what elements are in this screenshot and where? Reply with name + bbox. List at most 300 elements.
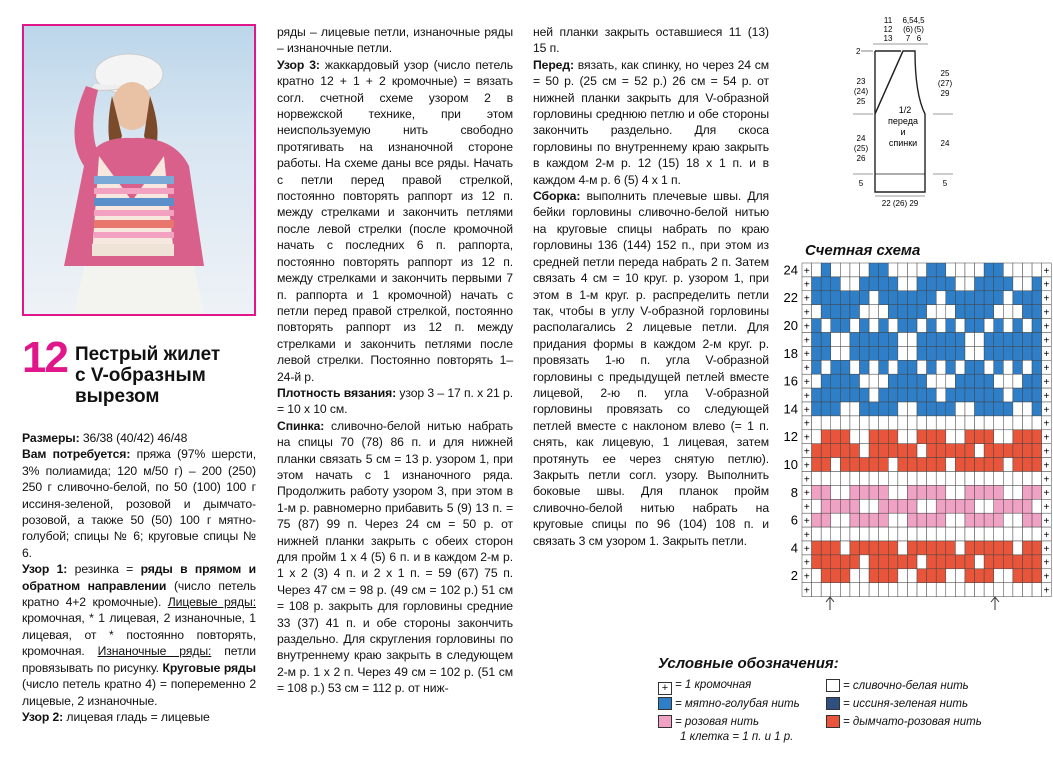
chart-cell bbox=[1013, 430, 1023, 444]
chart-cell bbox=[965, 374, 975, 388]
chart-cell bbox=[840, 499, 850, 513]
chart-cell bbox=[946, 360, 956, 374]
chart-cell bbox=[955, 277, 965, 291]
chart-cell bbox=[907, 374, 917, 388]
chart-cell bbox=[879, 402, 889, 416]
chart-cell bbox=[850, 444, 860, 458]
chart-cell bbox=[850, 263, 860, 277]
chart-cell bbox=[975, 527, 985, 541]
chart-cell bbox=[840, 527, 850, 541]
chart-cell bbox=[840, 263, 850, 277]
chart-cell bbox=[975, 416, 985, 430]
chart-cell bbox=[879, 263, 889, 277]
chart-cell bbox=[840, 360, 850, 374]
chart-cell bbox=[869, 346, 879, 360]
chart-cell bbox=[1013, 291, 1023, 305]
chart-cell bbox=[1013, 277, 1023, 291]
chart-cell bbox=[927, 499, 937, 513]
selvage-mark: + bbox=[803, 474, 810, 486]
chart-cell bbox=[1003, 458, 1013, 472]
chart-cell bbox=[850, 569, 860, 583]
chart-cell bbox=[812, 472, 822, 486]
chart-cell bbox=[965, 555, 975, 569]
chart-cell bbox=[955, 499, 965, 513]
chart-cell bbox=[927, 291, 937, 305]
chart-cell bbox=[831, 458, 841, 472]
assembly-label: Сборка: bbox=[533, 189, 581, 204]
chart-cell bbox=[860, 569, 870, 583]
chart-cell bbox=[840, 305, 850, 319]
chart-cell bbox=[1003, 291, 1013, 305]
chart-cell bbox=[860, 416, 870, 430]
chart-cell bbox=[1013, 402, 1023, 416]
chart-cell bbox=[975, 374, 985, 388]
legend-item-pink bbox=[658, 715, 759, 728]
selvage-mark: + bbox=[1043, 377, 1050, 389]
chart-cell bbox=[1032, 444, 1042, 458]
chart-cell bbox=[1022, 305, 1032, 319]
chart-cell bbox=[1032, 569, 1042, 583]
row-label-left: 2 bbox=[790, 568, 798, 584]
chart-cell bbox=[831, 319, 841, 333]
chart-cell bbox=[965, 333, 975, 347]
chart-cell bbox=[1013, 388, 1023, 402]
chart-cell bbox=[1022, 485, 1032, 499]
chart-cell bbox=[936, 430, 946, 444]
chart-cell bbox=[840, 472, 850, 486]
chart-cell bbox=[1003, 527, 1013, 541]
chart-cell bbox=[1022, 541, 1032, 555]
chart-cell bbox=[907, 416, 917, 430]
selvage-mark: + bbox=[1043, 460, 1050, 472]
chart-cell bbox=[860, 458, 870, 472]
chart-cell bbox=[879, 360, 889, 374]
repeat-arrows bbox=[826, 597, 999, 610]
chart-cell bbox=[946, 499, 956, 513]
chart-cell bbox=[955, 569, 965, 583]
chart-cell bbox=[850, 499, 860, 513]
chart-cell bbox=[994, 305, 1004, 319]
chart-cell bbox=[850, 291, 860, 305]
chart-cell bbox=[898, 485, 908, 499]
chart-cell bbox=[879, 527, 889, 541]
chart-cell bbox=[850, 277, 860, 291]
chart-cell bbox=[946, 430, 956, 444]
chart-cell bbox=[869, 416, 879, 430]
chart-cell bbox=[1032, 472, 1042, 486]
chart-cell bbox=[840, 319, 850, 333]
chart-cell bbox=[1032, 305, 1042, 319]
chart-cell bbox=[821, 402, 831, 416]
chart-cell bbox=[888, 333, 898, 347]
chart-cell bbox=[850, 416, 860, 430]
chart-cell bbox=[840, 374, 850, 388]
chart-cell bbox=[821, 583, 831, 597]
chart-cell bbox=[1022, 277, 1032, 291]
chart-cell bbox=[975, 319, 985, 333]
chart-cell bbox=[917, 346, 927, 360]
legend-item-selvage bbox=[658, 679, 751, 695]
chart-cell bbox=[975, 430, 985, 444]
chart-cell bbox=[936, 485, 946, 499]
chart-cell bbox=[984, 374, 994, 388]
chart-cell bbox=[994, 485, 1004, 499]
garment-schematic bbox=[853, 14, 1033, 209]
chart-cell bbox=[1013, 485, 1023, 499]
chart-cell bbox=[927, 444, 937, 458]
chart-cell bbox=[907, 444, 917, 458]
chart-cell bbox=[1013, 374, 1023, 388]
chart-cell bbox=[1013, 346, 1023, 360]
selvage-mark: + bbox=[1043, 488, 1050, 500]
knitting-chart bbox=[780, 258, 1050, 613]
chart-cell bbox=[1003, 430, 1013, 444]
chart-cell bbox=[888, 444, 898, 458]
chart-cell bbox=[1003, 569, 1013, 583]
chart-cell bbox=[812, 402, 822, 416]
piece-label-line: 1/2 bbox=[898, 105, 912, 115]
chart-cell bbox=[821, 277, 831, 291]
text-run: Изнаночные ряды: bbox=[97, 644, 212, 659]
chart-cell bbox=[888, 402, 898, 416]
chart-cell bbox=[1022, 346, 1032, 360]
chart-cell bbox=[1003, 319, 1013, 333]
chart-cell bbox=[1003, 333, 1013, 347]
chart-cell bbox=[821, 360, 831, 374]
text-run: (число петель кратно 4) = попеременно 2 лицевые, 2 изнаночные. bbox=[22, 677, 256, 708]
pattern2-paragraph bbox=[22, 709, 256, 725]
chart-cell bbox=[994, 374, 1004, 388]
chart-cell bbox=[1032, 541, 1042, 555]
chart-cell bbox=[1003, 583, 1013, 597]
chart-cell bbox=[1032, 499, 1042, 513]
chart-cell bbox=[1003, 277, 1013, 291]
chart-cell bbox=[1013, 527, 1023, 541]
chart-cell bbox=[1013, 360, 1023, 374]
chart-cell bbox=[994, 416, 1004, 430]
chart-cell bbox=[917, 291, 927, 305]
chart-cell bbox=[965, 458, 975, 472]
chart-cell bbox=[936, 319, 946, 333]
white-swatch bbox=[826, 679, 840, 692]
chart-cell bbox=[917, 402, 927, 416]
chart-cell bbox=[936, 513, 946, 527]
mint-swatch bbox=[658, 697, 672, 710]
chart-cell bbox=[850, 485, 860, 499]
chart-cell bbox=[946, 444, 956, 458]
chart-cell bbox=[907, 513, 917, 527]
chart-cell bbox=[946, 541, 956, 555]
selvage-mark: + bbox=[803, 293, 810, 305]
chart-cell bbox=[869, 444, 879, 458]
chart-cell bbox=[898, 374, 908, 388]
chart-cell bbox=[984, 527, 994, 541]
chart-cell bbox=[927, 305, 937, 319]
chart-cell bbox=[1003, 555, 1013, 569]
chart-cell bbox=[831, 333, 841, 347]
piece-label-line: и bbox=[900, 127, 906, 137]
chart-cell bbox=[965, 319, 975, 333]
chart-cell bbox=[898, 458, 908, 472]
chart-cell bbox=[965, 583, 975, 597]
chart-cell bbox=[984, 541, 994, 555]
chart-cell bbox=[975, 513, 985, 527]
chart-cell bbox=[888, 583, 898, 597]
text-run: лицевая гладь = лицевые bbox=[63, 709, 210, 724]
chart-cell bbox=[869, 527, 879, 541]
chart-cell bbox=[821, 388, 831, 402]
text-run: ряды в прямом и обратном направлении bbox=[22, 562, 257, 593]
right-dim-labels bbox=[938, 69, 953, 188]
chart-cell bbox=[936, 555, 946, 569]
selvage-mark: + bbox=[803, 390, 810, 402]
chart-cell bbox=[927, 569, 937, 583]
chart-cell bbox=[1022, 263, 1032, 277]
chart-cell bbox=[994, 541, 1004, 555]
chart-cell bbox=[869, 513, 879, 527]
chart-cell bbox=[994, 458, 1004, 472]
chart-cell bbox=[1032, 263, 1042, 277]
chart-cell bbox=[888, 485, 898, 499]
chart-cell bbox=[1022, 458, 1032, 472]
chart-cell bbox=[984, 444, 994, 458]
back-label: Спинка: bbox=[277, 418, 325, 433]
density-paragraph bbox=[277, 385, 513, 418]
chart-cell bbox=[888, 458, 898, 472]
chart-cell bbox=[994, 333, 1004, 347]
chart-cell bbox=[860, 360, 870, 374]
chart-cell bbox=[946, 402, 956, 416]
chart-cell bbox=[1013, 458, 1023, 472]
chart-cell bbox=[965, 360, 975, 374]
chart-cell bbox=[994, 291, 1004, 305]
chart-cell bbox=[888, 416, 898, 430]
chart-cell bbox=[936, 499, 946, 513]
chart-cell bbox=[869, 388, 879, 402]
text-run: кромочная, * 1 лицевая, 2 изнаночные, 1 лицевая, от * постоянно повторять, кромочная. bbox=[22, 611, 256, 659]
chart-cell bbox=[812, 444, 822, 458]
chart-cell bbox=[994, 263, 1004, 277]
chart-cell bbox=[812, 485, 822, 499]
chart-cell bbox=[879, 485, 889, 499]
chart-cell bbox=[917, 485, 927, 499]
chart-cell bbox=[927, 402, 937, 416]
chart-cell bbox=[917, 263, 927, 277]
chart-cell bbox=[907, 402, 917, 416]
chart-cell bbox=[955, 472, 965, 486]
top-width-labels bbox=[884, 16, 926, 43]
chart-cell bbox=[898, 430, 908, 444]
chart-cell bbox=[984, 458, 994, 472]
chart-cell bbox=[869, 485, 879, 499]
chart-cell bbox=[821, 305, 831, 319]
chart-cell bbox=[898, 263, 908, 277]
selvage-mark: + bbox=[803, 529, 810, 541]
selvage-mark: + bbox=[1043, 446, 1050, 458]
chart-cell bbox=[965, 541, 975, 555]
chart-cell bbox=[831, 513, 841, 527]
chart-cell bbox=[917, 374, 927, 388]
chart-cell bbox=[1013, 499, 1023, 513]
chart-cell bbox=[831, 583, 841, 597]
chart-cell bbox=[965, 402, 975, 416]
chart-cell bbox=[955, 388, 965, 402]
chart-cell bbox=[831, 263, 841, 277]
text-run: Круговые ряды bbox=[162, 660, 256, 675]
chart-cell bbox=[1013, 333, 1023, 347]
chart-cell bbox=[965, 472, 975, 486]
chart-cell bbox=[984, 583, 994, 597]
chart-cell bbox=[936, 472, 946, 486]
chart-cell bbox=[1003, 388, 1013, 402]
selvage-mark: + bbox=[1043, 321, 1050, 333]
chart-cell bbox=[821, 555, 831, 569]
chart-cell bbox=[927, 430, 937, 444]
legend-title: Условные обозначения: bbox=[658, 655, 839, 672]
chart-cell bbox=[984, 555, 994, 569]
chart-cell bbox=[821, 527, 831, 541]
chart-cell bbox=[965, 263, 975, 277]
chart-cell bbox=[984, 513, 994, 527]
chart-cell bbox=[927, 360, 937, 374]
chart-cell bbox=[869, 472, 879, 486]
pattern1-paragraph bbox=[22, 561, 256, 709]
chart-cell bbox=[879, 416, 889, 430]
chart-cell bbox=[955, 513, 965, 527]
chart-cell bbox=[860, 555, 870, 569]
selvage-mark: + bbox=[1043, 516, 1050, 528]
chart-cell bbox=[984, 485, 994, 499]
chart-cell bbox=[975, 458, 985, 472]
chart-cell bbox=[821, 485, 831, 499]
legend-label: = розовая нить bbox=[675, 716, 760, 728]
legend-cell-note: 1 клетка = 1 п. и 1 р. bbox=[680, 731, 794, 743]
bottom-width-label: 22 (26) 29 bbox=[881, 199, 919, 208]
chart-cell bbox=[917, 472, 927, 486]
chart-cell bbox=[1032, 333, 1042, 347]
legend-label: = 1 кромочная bbox=[675, 679, 752, 691]
selvage-mark: + bbox=[1043, 529, 1050, 541]
chart-cell bbox=[994, 555, 1004, 569]
chart-cell bbox=[850, 360, 860, 374]
chart-cell bbox=[917, 277, 927, 291]
chart-cell bbox=[975, 291, 985, 305]
row-label-left: 6 bbox=[790, 512, 798, 528]
legend-item-white bbox=[826, 679, 969, 692]
chart-cell bbox=[869, 291, 879, 305]
chart-cell bbox=[812, 583, 822, 597]
title-line: с V-образным bbox=[75, 365, 206, 386]
selvage-mark: + bbox=[803, 363, 810, 375]
chart-cell bbox=[1022, 430, 1032, 444]
chart-cell bbox=[1013, 444, 1023, 458]
chart-cell bbox=[917, 527, 927, 541]
dim-label: 25 bbox=[856, 97, 866, 106]
chart-cell bbox=[975, 333, 985, 347]
chart-cell bbox=[888, 305, 898, 319]
chart-cell bbox=[927, 277, 937, 291]
chart-cell bbox=[860, 277, 870, 291]
chart-cell bbox=[975, 583, 985, 597]
chart-cell bbox=[946, 569, 956, 583]
chart-cell bbox=[965, 305, 975, 319]
chart-cell bbox=[917, 583, 927, 597]
chart-cell bbox=[840, 333, 850, 347]
chart-cell bbox=[1032, 291, 1042, 305]
chart-cell bbox=[936, 458, 946, 472]
chart-cell bbox=[994, 583, 1004, 597]
chart-cell bbox=[888, 541, 898, 555]
dim-label: 4,5 bbox=[913, 16, 925, 25]
chart-cell bbox=[955, 583, 965, 597]
chart-cell bbox=[955, 416, 965, 430]
chart-cell bbox=[984, 416, 994, 430]
chart-cell bbox=[1022, 499, 1032, 513]
selvage-mark: + bbox=[803, 418, 810, 430]
chart-cell bbox=[850, 374, 860, 388]
chart-cell bbox=[946, 472, 956, 486]
chart-cell bbox=[850, 541, 860, 555]
dim-label: 5 bbox=[942, 179, 948, 188]
chart-cell bbox=[821, 263, 831, 277]
selvage-mark: + bbox=[803, 432, 810, 444]
title-line: вырезом bbox=[75, 386, 160, 407]
chart-cell bbox=[1013, 305, 1023, 319]
chart-cell bbox=[1003, 499, 1013, 513]
selvage-mark: + bbox=[803, 460, 810, 472]
chart-cell bbox=[917, 319, 927, 333]
chart-cell bbox=[812, 527, 822, 541]
text-run: сливочно-белой нитью набрать на спицы 70 (78) 86 п. и для нижней планки связать 5 см = 13 р. узором 1, при этом начать с 1 изнаночного ряда. Продолжить работу узором 3, при этом в 1-м р. равномерно прибавить 5 (9) 13 п. = 75 (87) 99 п. Через 24 см = 50 р. от нижней планки закрыть с обеих сторон для пройм 1 х 4 (5) 6 п. и в каждом 2-м р. 1 х 2 (3) 4 п. и 2 х 1 п. = 59 (67) 75 п. Через 47 см = 98 р. (49 см = 102 р.) 51 см = 108 р. закрыть для горловины средние 33 (37) 41 п. и обе стороны закончить раздельно. Для скругления горловины по внутреннему краю закрыть в следующем 2-м р. 1 х 2 п. Через 49 см = 102 р. (51 см = 108 р.) 53 см = 112 р. от ниж- bbox=[277, 418, 513, 696]
chart-cell bbox=[860, 485, 870, 499]
chart-cell bbox=[850, 555, 860, 569]
chart-cell bbox=[850, 472, 860, 486]
chart-cell bbox=[850, 346, 860, 360]
selvage-swatch: + bbox=[658, 682, 672, 695]
chart-cell bbox=[917, 416, 927, 430]
chart-cell bbox=[994, 430, 1004, 444]
chart-cell bbox=[831, 374, 841, 388]
chart-cell bbox=[1032, 277, 1042, 291]
chart-cell bbox=[907, 485, 917, 499]
dim-label: 12 bbox=[883, 25, 893, 34]
chart-cell bbox=[812, 416, 822, 430]
chart-cell bbox=[946, 374, 956, 388]
text-column-2 bbox=[277, 24, 513, 697]
chart-cell bbox=[898, 305, 908, 319]
chart-cell bbox=[946, 263, 956, 277]
chart-cell bbox=[821, 569, 831, 583]
chart-cell bbox=[879, 346, 889, 360]
piece-label-line: переда bbox=[888, 116, 918, 126]
chart-cell bbox=[860, 291, 870, 305]
selvage-mark: + bbox=[803, 349, 810, 361]
chart-cell bbox=[907, 527, 917, 541]
chart-cell bbox=[898, 416, 908, 430]
chart-cell bbox=[927, 263, 937, 277]
selvage-mark: + bbox=[1043, 265, 1050, 277]
chart-cell bbox=[812, 499, 822, 513]
chart-cell bbox=[917, 360, 927, 374]
article-title bbox=[75, 344, 220, 407]
chart-cell bbox=[1022, 402, 1032, 416]
chart-cell bbox=[869, 374, 879, 388]
chart-cell bbox=[907, 333, 917, 347]
chart-cell bbox=[898, 360, 908, 374]
dim-label: 7 bbox=[905, 34, 911, 43]
chart-cell bbox=[888, 569, 898, 583]
assembly-paragraph bbox=[533, 188, 769, 549]
